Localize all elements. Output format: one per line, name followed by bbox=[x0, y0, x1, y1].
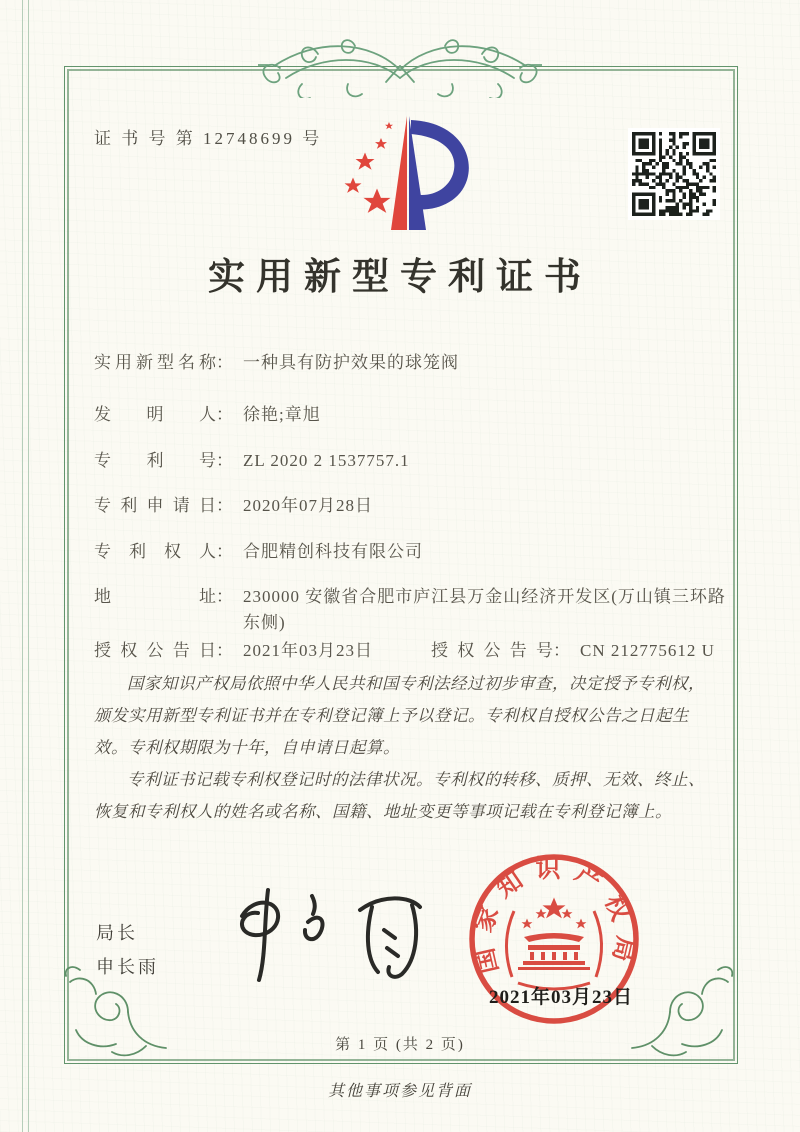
director-block bbox=[96, 916, 159, 984]
national-emblem-icon bbox=[518, 898, 590, 971]
field-row-address bbox=[94, 584, 743, 636]
cnipa-logo-icon bbox=[333, 110, 485, 238]
field-label: 地 址 bbox=[94, 587, 216, 606]
scan-binding-edge bbox=[22, 0, 29, 1132]
field-value-patent-number: ZL 2020 2 1537757.1 bbox=[243, 451, 410, 470]
field-colon: ： bbox=[216, 587, 233, 606]
field-value-inventors: 徐艳;章旭 bbox=[243, 405, 321, 424]
page-number: 第 1 页 (共 2 页) bbox=[335, 1037, 465, 1053]
field-row-inventors bbox=[94, 402, 321, 428]
director-signature bbox=[212, 880, 444, 990]
certificate-number: 证 书 号 第 12748699 号 bbox=[94, 129, 323, 148]
field-colon: ： bbox=[216, 496, 233, 515]
seal-text: 国家知识产权局 bbox=[468, 856, 640, 976]
seal-date: 2021年03月23日 bbox=[489, 987, 634, 1008]
field-colon: ： bbox=[216, 641, 233, 660]
field-label: 专利申请日 bbox=[94, 496, 216, 515]
field-value-utility-model-name: 一种具有防护效果的球笼阀 bbox=[243, 353, 459, 372]
field-value-filing-date: 2020年07月28日 bbox=[243, 496, 373, 515]
field-row-patentee bbox=[94, 539, 423, 565]
field-value-patentee: 合肥精创科技有限公司 bbox=[243, 542, 423, 561]
qr-code bbox=[628, 128, 720, 220]
paragraph-text: 专利证书记载专利权登记时的法律状况。专利权的转移、质押、无效、终止、恢复和专利权人的姓名或名称、国籍、地址变更等事项记载在专利登记簿上。 bbox=[94, 770, 705, 821]
back-side-note: 其他事项参见背面 bbox=[327, 1083, 472, 1100]
director-name: 申长雨 bbox=[96, 957, 159, 977]
field-value-grant-date: 2021年03月23日 bbox=[243, 641, 373, 660]
field-colon: ： bbox=[216, 451, 233, 470]
paragraph-text: 国家知识产权局依照中华人民共和国专利法经过初步审查，决定授予专利权，颁发实用新型专利证书并在专利登记簿上予以登记。专利权自授权公告之日起生效。专利权期限为十年，自申请日起算。 bbox=[94, 674, 705, 757]
field-row-name bbox=[94, 350, 459, 376]
field-value-grant-number: CN 212775612 U bbox=[580, 641, 715, 660]
field-label: 授权公告日 bbox=[94, 641, 216, 660]
legal-paragraph-grant bbox=[94, 668, 718, 764]
legal-paragraph-register bbox=[94, 764, 718, 828]
field-label: 专 利 号 bbox=[94, 451, 216, 470]
field-colon: ： bbox=[553, 641, 570, 660]
field-row-patent-number bbox=[94, 448, 410, 474]
field-label: 授权公告号 bbox=[431, 641, 553, 660]
field-label: 实用新型名称 bbox=[94, 353, 216, 372]
field-value-address: 230000 安徽省合肥市庐江县万金山经济开发区(万山镇三环路东侧) bbox=[243, 587, 726, 632]
field-row-filing-date bbox=[94, 493, 373, 519]
field-colon: ： bbox=[216, 542, 233, 561]
field-colon: ： bbox=[216, 405, 233, 424]
field-row-grant bbox=[94, 638, 715, 664]
field-label: 专 利 权 人 bbox=[94, 542, 216, 561]
director-title: 局长 bbox=[96, 923, 138, 943]
certificate-title: 实用新型专利证书 bbox=[208, 257, 592, 298]
field-label: 发 明 人 bbox=[94, 405, 216, 424]
field-colon: ： bbox=[216, 353, 233, 372]
